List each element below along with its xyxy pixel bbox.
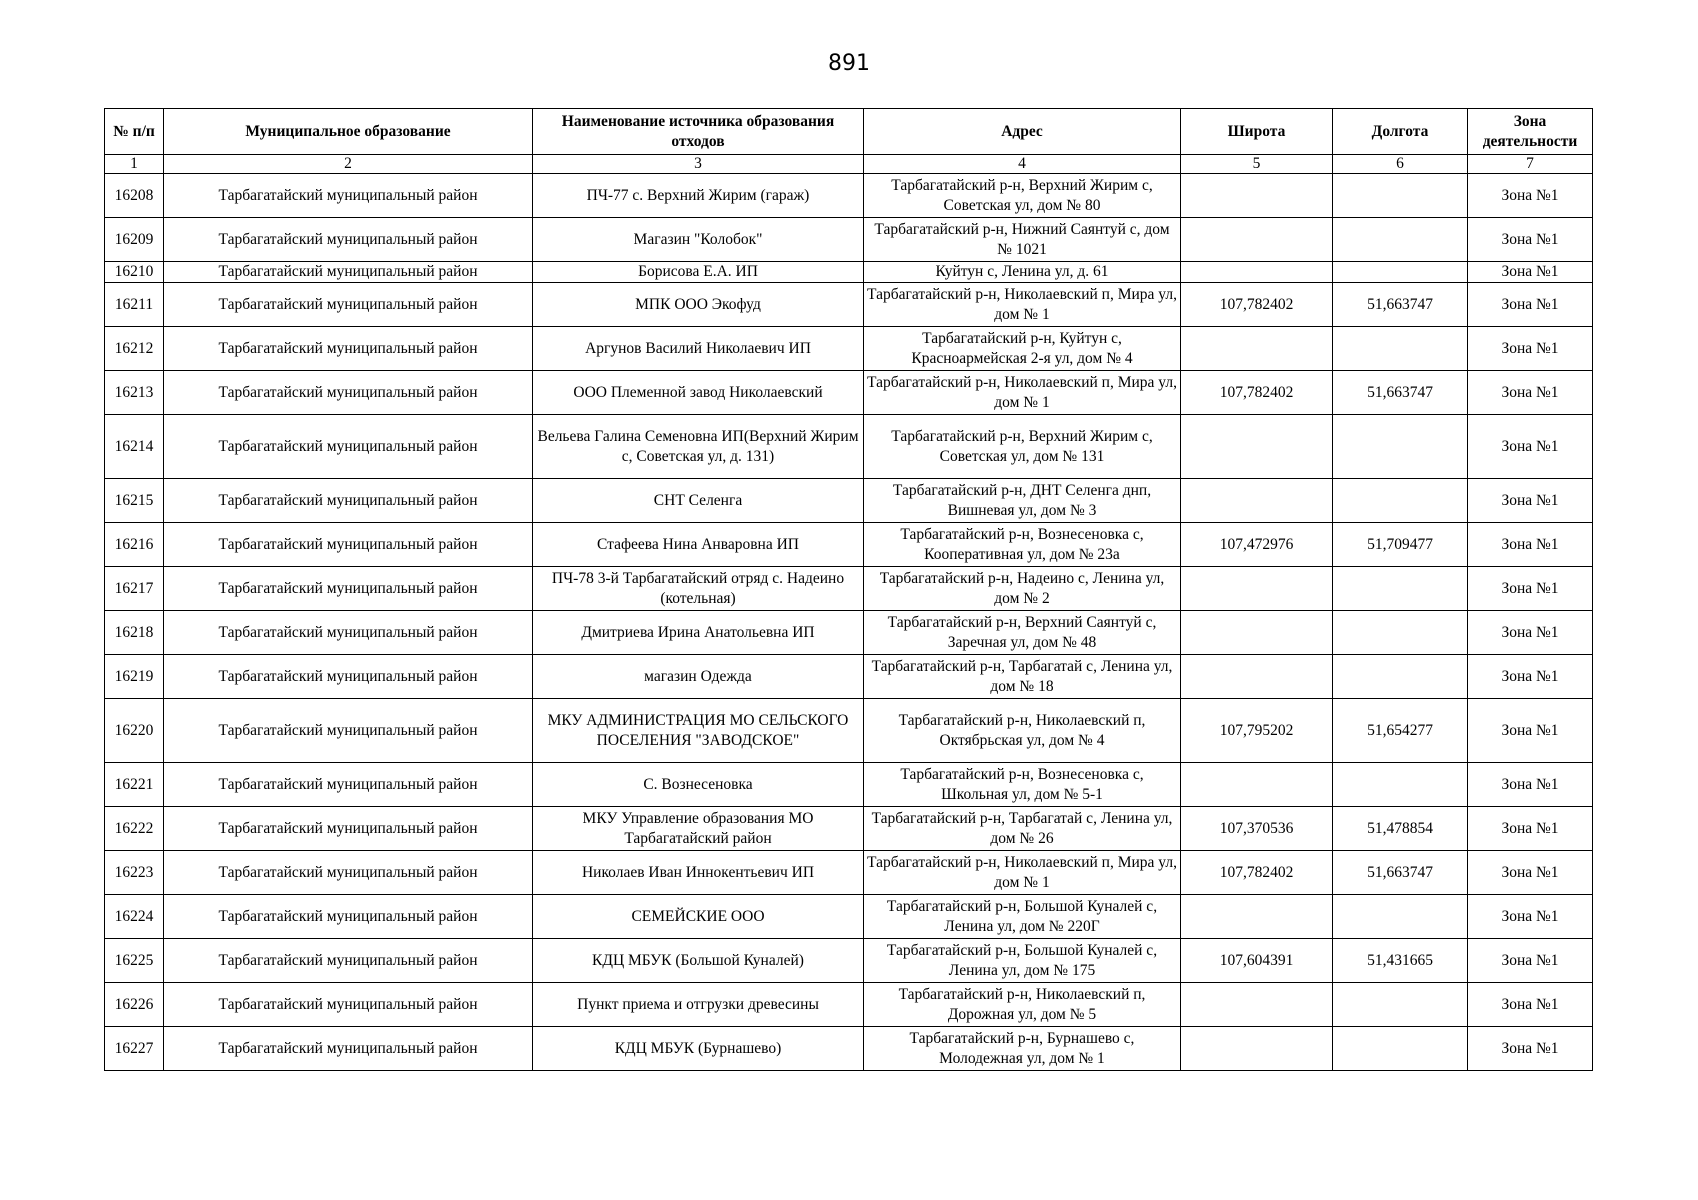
column-index: 1 — [105, 155, 164, 174]
address-cell: Тарбагатайский р-н, Николаевский п, Мира ул, дом № 1 — [864, 283, 1181, 327]
longitude-cell — [1333, 567, 1468, 611]
latitude-cell: 107,604391 — [1181, 939, 1333, 983]
latitude-cell — [1181, 763, 1333, 807]
source-cell: Пункт приема и отгрузки древесины — [533, 983, 864, 1027]
row-number: 16216 — [105, 523, 164, 567]
latitude-cell — [1181, 1027, 1333, 1071]
row-number: 16209 — [105, 218, 164, 262]
zone-cell: Зона №1 — [1468, 763, 1593, 807]
zone-cell: Зона №1 — [1468, 1027, 1593, 1071]
source-cell: СНТ Селенга — [533, 479, 864, 523]
zone-cell: Зона №1 — [1468, 218, 1593, 262]
longitude-cell — [1333, 415, 1468, 479]
latitude-cell: 107,782402 — [1181, 851, 1333, 895]
row-number: 16208 — [105, 174, 164, 218]
zone-cell: Зона №1 — [1468, 479, 1593, 523]
zone-cell: Зона №1 — [1468, 851, 1593, 895]
address-cell: Тарбагатайский р-н, Верхний Жирим с, Советская ул, дом № 80 — [864, 174, 1181, 218]
table-row — [105, 611, 1593, 655]
latitude-cell — [1181, 611, 1333, 655]
table-row — [105, 763, 1593, 807]
latitude-cell — [1181, 567, 1333, 611]
header-municipality: Муниципальное образование — [164, 109, 533, 155]
source-cell: Дмитриева Ирина Анатольевна ИП — [533, 611, 864, 655]
row-number: 16225 — [105, 939, 164, 983]
latitude-cell — [1181, 655, 1333, 699]
column-index: 6 — [1333, 155, 1468, 174]
latitude-cell: 107,795202 — [1181, 699, 1333, 763]
longitude-cell — [1333, 655, 1468, 699]
latitude-cell — [1181, 895, 1333, 939]
address-cell: Тарбагатайский р-н, Надеино с, Ленина ул, дом № 2 — [864, 567, 1181, 611]
column-index: 2 — [164, 155, 533, 174]
header-address: Адрес — [864, 109, 1181, 155]
header-num: № п/п — [105, 109, 164, 155]
row-number: 16227 — [105, 1027, 164, 1071]
municipality-cell: Тарбагатайский муниципальный район — [164, 327, 533, 371]
column-index: 3 — [533, 155, 864, 174]
source-cell: МКУ АДМИНИСТРАЦИЯ МО СЕЛЬСКОГО ПОСЕЛЕНИЯ "ЗАВОДСКОЕ" — [533, 699, 864, 763]
column-index: 7 — [1468, 155, 1593, 174]
header-source: Наименование источника образования отходов — [533, 109, 864, 155]
longitude-cell — [1333, 895, 1468, 939]
longitude-cell — [1333, 1027, 1468, 1071]
zone-cell: Зона №1 — [1468, 327, 1593, 371]
latitude-cell — [1181, 415, 1333, 479]
municipality-cell: Тарбагатайский муниципальный район — [164, 699, 533, 763]
longitude-cell: 51,663747 — [1333, 371, 1468, 415]
longitude-cell — [1333, 983, 1468, 1027]
zone-cell: Зона №1 — [1468, 655, 1593, 699]
longitude-cell: 51,663747 — [1333, 851, 1468, 895]
municipality-cell: Тарбагатайский муниципальный район — [164, 611, 533, 655]
zone-cell: Зона №1 — [1468, 174, 1593, 218]
row-number: 16224 — [105, 895, 164, 939]
address-cell: Тарбагатайский р-н, Большой Куналей с, Ленина ул, дом № 220Г — [864, 895, 1181, 939]
source-cell: ПЧ-77 с. Верхний Жирим (гараж) — [533, 174, 864, 218]
address-cell: Тарбагатайский р-н, Куйтун с, Красноармейская 2-я ул, дом № 4 — [864, 327, 1181, 371]
longitude-cell: 51,431665 — [1333, 939, 1468, 983]
zone-cell: Зона №1 — [1468, 415, 1593, 479]
address-cell: Тарбагатайский р-н, Верхний Саянтуй с, Заречная ул, дом № 48 — [864, 611, 1181, 655]
row-number: 16220 — [105, 699, 164, 763]
zone-cell: Зона №1 — [1468, 895, 1593, 939]
row-number: 16210 — [105, 262, 164, 283]
source-cell: КДЦ МБУК (Бурнашево) — [533, 1027, 864, 1071]
table-row — [105, 415, 1593, 479]
row-number: 16226 — [105, 983, 164, 1027]
municipality-cell: Тарбагатайский муниципальный район — [164, 567, 533, 611]
table-row — [105, 371, 1593, 415]
municipality-cell: Тарбагатайский муниципальный район — [164, 939, 533, 983]
table-row — [105, 523, 1593, 567]
address-cell: Тарбагатайский р-н, Николаевский п, Октябрьская ул, дом № 4 — [864, 699, 1181, 763]
longitude-cell: 51,709477 — [1333, 523, 1468, 567]
source-cell: Магазин "Колобок" — [533, 218, 864, 262]
address-cell: Тарбагатайский р-н, Бурнашево с, Молодежная ул, дом № 1 — [864, 1027, 1181, 1071]
table-row — [105, 262, 1593, 283]
row-number: 16212 — [105, 327, 164, 371]
longitude-cell — [1333, 763, 1468, 807]
latitude-cell: 107,472976 — [1181, 523, 1333, 567]
table-row — [105, 218, 1593, 262]
source-cell: ПЧ-78 3-й Тарбагатайский отряд с. Надеино (котельная) — [533, 567, 864, 611]
source-cell: Вельева Галина Семеновна ИП(Верхний Жирим с, Советская ул, д. 131) — [533, 415, 864, 479]
municipality-cell: Тарбагатайский муниципальный район — [164, 174, 533, 218]
source-cell: Борисова Е.А. ИП — [533, 262, 864, 283]
latitude-cell — [1181, 262, 1333, 283]
zone-cell: Зона №1 — [1468, 611, 1593, 655]
source-cell: Аргунов Василий Николаевич ИП — [533, 327, 864, 371]
latitude-cell — [1181, 218, 1333, 262]
table-row — [105, 283, 1593, 327]
longitude-cell — [1333, 218, 1468, 262]
longitude-cell — [1333, 327, 1468, 371]
waste-sources-table — [104, 108, 1593, 1071]
zone-cell: Зона №1 — [1468, 283, 1593, 327]
table-row — [105, 1027, 1593, 1071]
municipality-cell: Тарбагатайский муниципальный район — [164, 262, 533, 283]
row-number: 16218 — [105, 611, 164, 655]
address-cell: Тарбагатайский р-н, Тарбагатай с, Ленина ул, дом № 26 — [864, 807, 1181, 851]
zone-cell: Зона №1 — [1468, 939, 1593, 983]
source-cell: МПК ООО Экофуд — [533, 283, 864, 327]
row-number: 16213 — [105, 371, 164, 415]
municipality-cell: Тарбагатайский муниципальный район — [164, 1027, 533, 1071]
municipality-cell: Тарбагатайский муниципальный район — [164, 523, 533, 567]
source-cell: ООО Племенной завод Николаевский — [533, 371, 864, 415]
municipality-cell: Тарбагатайский муниципальный район — [164, 983, 533, 1027]
address-cell: Тарбагатайский р-н, Тарбагатай с, Ленина ул, дом № 18 — [864, 655, 1181, 699]
address-cell: Тарбагатайский р-н, Вознесеновка с, Кооперативная ул, дом № 23а — [864, 523, 1181, 567]
row-number: 16223 — [105, 851, 164, 895]
address-cell: Тарбагатайский р-н, Большой Куналей с, Ленина ул, дом № 175 — [864, 939, 1181, 983]
longitude-cell — [1333, 262, 1468, 283]
address-cell: Тарбагатайский р-н, Верхний Жирим с, Советская ул, дом № 131 — [864, 415, 1181, 479]
source-cell: Николаев Иван Иннокентьевич ИП — [533, 851, 864, 895]
row-number: 16217 — [105, 567, 164, 611]
longitude-cell — [1333, 479, 1468, 523]
column-index-row — [105, 155, 1593, 174]
source-cell: магазин Одежда — [533, 655, 864, 699]
zone-cell: Зона №1 — [1468, 567, 1593, 611]
longitude-cell: 51,478854 — [1333, 807, 1468, 851]
zone-cell: Зона №1 — [1468, 983, 1593, 1027]
row-number: 16215 — [105, 479, 164, 523]
header-latitude: Широта — [1181, 109, 1333, 155]
header-row — [105, 109, 1593, 155]
address-cell: Тарбагатайский р-н, Николаевский п, Мира ул, дом № 1 — [864, 371, 1181, 415]
column-index: 5 — [1181, 155, 1333, 174]
municipality-cell: Тарбагатайский муниципальный район — [164, 283, 533, 327]
latitude-cell: 107,370536 — [1181, 807, 1333, 851]
source-cell: СЕМЕЙСКИЕ ООО — [533, 895, 864, 939]
latitude-cell — [1181, 983, 1333, 1027]
page-number: 891 — [828, 51, 870, 76]
header-zone: Зона деятельности — [1468, 109, 1593, 155]
address-cell: Тарбагатайский р-н, Нижний Саянтуй с, дом № 1021 — [864, 218, 1181, 262]
latitude-cell — [1181, 479, 1333, 523]
table-row — [105, 939, 1593, 983]
source-cell: МКУ Управление образования МО Тарбагатайский район — [533, 807, 864, 851]
table-row — [105, 174, 1593, 218]
latitude-cell — [1181, 327, 1333, 371]
table-row — [105, 699, 1593, 763]
longitude-cell — [1333, 611, 1468, 655]
zone-cell: Зона №1 — [1468, 523, 1593, 567]
municipality-cell: Тарбагатайский муниципальный район — [164, 218, 533, 262]
municipality-cell: Тарбагатайский муниципальный район — [164, 479, 533, 523]
row-number: 16211 — [105, 283, 164, 327]
table-row — [105, 851, 1593, 895]
latitude-cell: 107,782402 — [1181, 371, 1333, 415]
address-cell: Куйтун с, Ленина ул, д. 61 — [864, 262, 1181, 283]
table-row — [105, 567, 1593, 611]
row-number: 16219 — [105, 655, 164, 699]
zone-cell: Зона №1 — [1468, 807, 1593, 851]
municipality-cell: Тарбагатайский муниципальный район — [164, 851, 533, 895]
source-cell: Стафеева Нина Анваровна ИП — [533, 523, 864, 567]
row-number: 16222 — [105, 807, 164, 851]
longitude-cell: 51,654277 — [1333, 699, 1468, 763]
longitude-cell — [1333, 174, 1468, 218]
municipality-cell: Тарбагатайский муниципальный район — [164, 371, 533, 415]
table-row — [105, 655, 1593, 699]
address-cell: Тарбагатайский р-н, Вознесеновка с, Школьная ул, дом № 5-1 — [864, 763, 1181, 807]
latitude-cell — [1181, 174, 1333, 218]
source-cell: С. Вознесеновка — [533, 763, 864, 807]
municipality-cell: Тарбагатайский муниципальный район — [164, 415, 533, 479]
source-cell: КДЦ МБУК (Большой Куналей) — [533, 939, 864, 983]
row-number: 16221 — [105, 763, 164, 807]
address-cell: Тарбагатайский р-н, ДНТ Селенга днп, Вишневая ул, дом № 3 — [864, 479, 1181, 523]
table-row — [105, 895, 1593, 939]
table-row — [105, 327, 1593, 371]
zone-cell: Зона №1 — [1468, 371, 1593, 415]
municipality-cell: Тарбагатайский муниципальный район — [164, 895, 533, 939]
latitude-cell: 107,782402 — [1181, 283, 1333, 327]
column-index: 4 — [864, 155, 1181, 174]
longitude-cell: 51,663747 — [1333, 283, 1468, 327]
zone-cell: Зона №1 — [1468, 699, 1593, 763]
address-cell: Тарбагатайский р-н, Николаевский п, Мира ул, дом № 1 — [864, 851, 1181, 895]
row-number: 16214 — [105, 415, 164, 479]
table-row — [105, 479, 1593, 523]
address-cell: Тарбагатайский р-н, Николаевский п, Дорожная ул, дом № 5 — [864, 983, 1181, 1027]
header-longitude: Долгота — [1333, 109, 1468, 155]
table-row — [105, 807, 1593, 851]
table-row — [105, 983, 1593, 1027]
municipality-cell: Тарбагатайский муниципальный район — [164, 655, 533, 699]
zone-cell: Зона №1 — [1468, 262, 1593, 283]
municipality-cell: Тарбагатайский муниципальный район — [164, 807, 533, 851]
municipality-cell: Тарбагатайский муниципальный район — [164, 763, 533, 807]
